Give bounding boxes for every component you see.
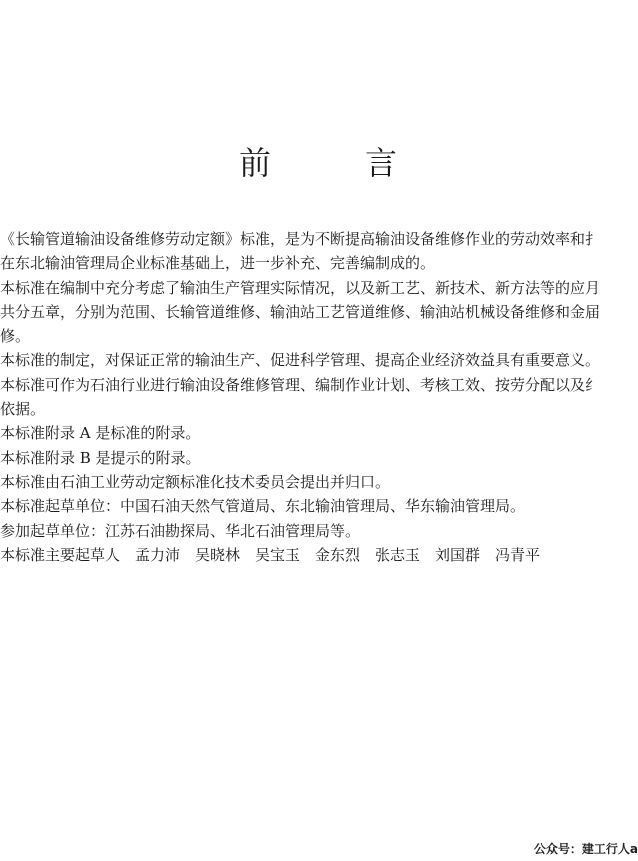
preface-line-14: 本标准主要起草人 孟力沛 吴晓林 吴宝玉 金东烈 张志玉 刘国群 冯青平 [0,545,541,564]
title-char-1: 前 [238,144,273,182]
preface-line-13: 参加起草单位：江苏石油勘探局、华北石油管理局等。 [0,521,361,540]
preface-line-4: 共分五章，分别为范围、长输管道维修、输油站工艺管道维修、输油站机械设备维修和金届 [0,302,601,321]
preface-line-2: 在东北输油管理局企业标准基础上，进一步补充、完善编制成的。 [0,254,436,273]
watermark-label: 公众号：建工行人a [528,840,638,857]
preface-line-1: 《长输管道输油设备维修劳动定额》标准，是为不断提高输油设备维修作业的劳动效率和扌 [0,230,601,248]
preface-line-3: 本标准在编制中充分考虑了输油生产管理实际情况，以及新工艺、新技术、新方法等的应月 [0,278,601,297]
preface-line-7: 本标准可作为石油行业进行输油设备维修管理、编制作业计划、考核工效、按劳分配以及纟 [0,375,601,394]
preface-body [0,227,638,567]
preface-line-9: 本标准附录 A 是标准的附录。 [0,424,201,443]
preface-line-12: 本标准起草单位：中国石油天然气管道局、东北输油管理局、华东输油管理局。 [0,497,526,516]
title-char-2: 言 [365,144,400,182]
page-title [0,143,638,183]
preface-line-10: 本标准附录 B 是提示的附录。 [0,448,201,467]
preface-line-8: 依据。 [0,400,46,419]
preface-line-5: 修。 [0,327,31,346]
preface-line-6: 本标准的制定，对保证正常的输油生产、促进科学管理、提高企业经济效益具有重要意义。 [0,351,601,370]
preface-line-11: 本标准由石油工业劳动定额标准化技术委员会提出并归口。 [0,472,391,491]
